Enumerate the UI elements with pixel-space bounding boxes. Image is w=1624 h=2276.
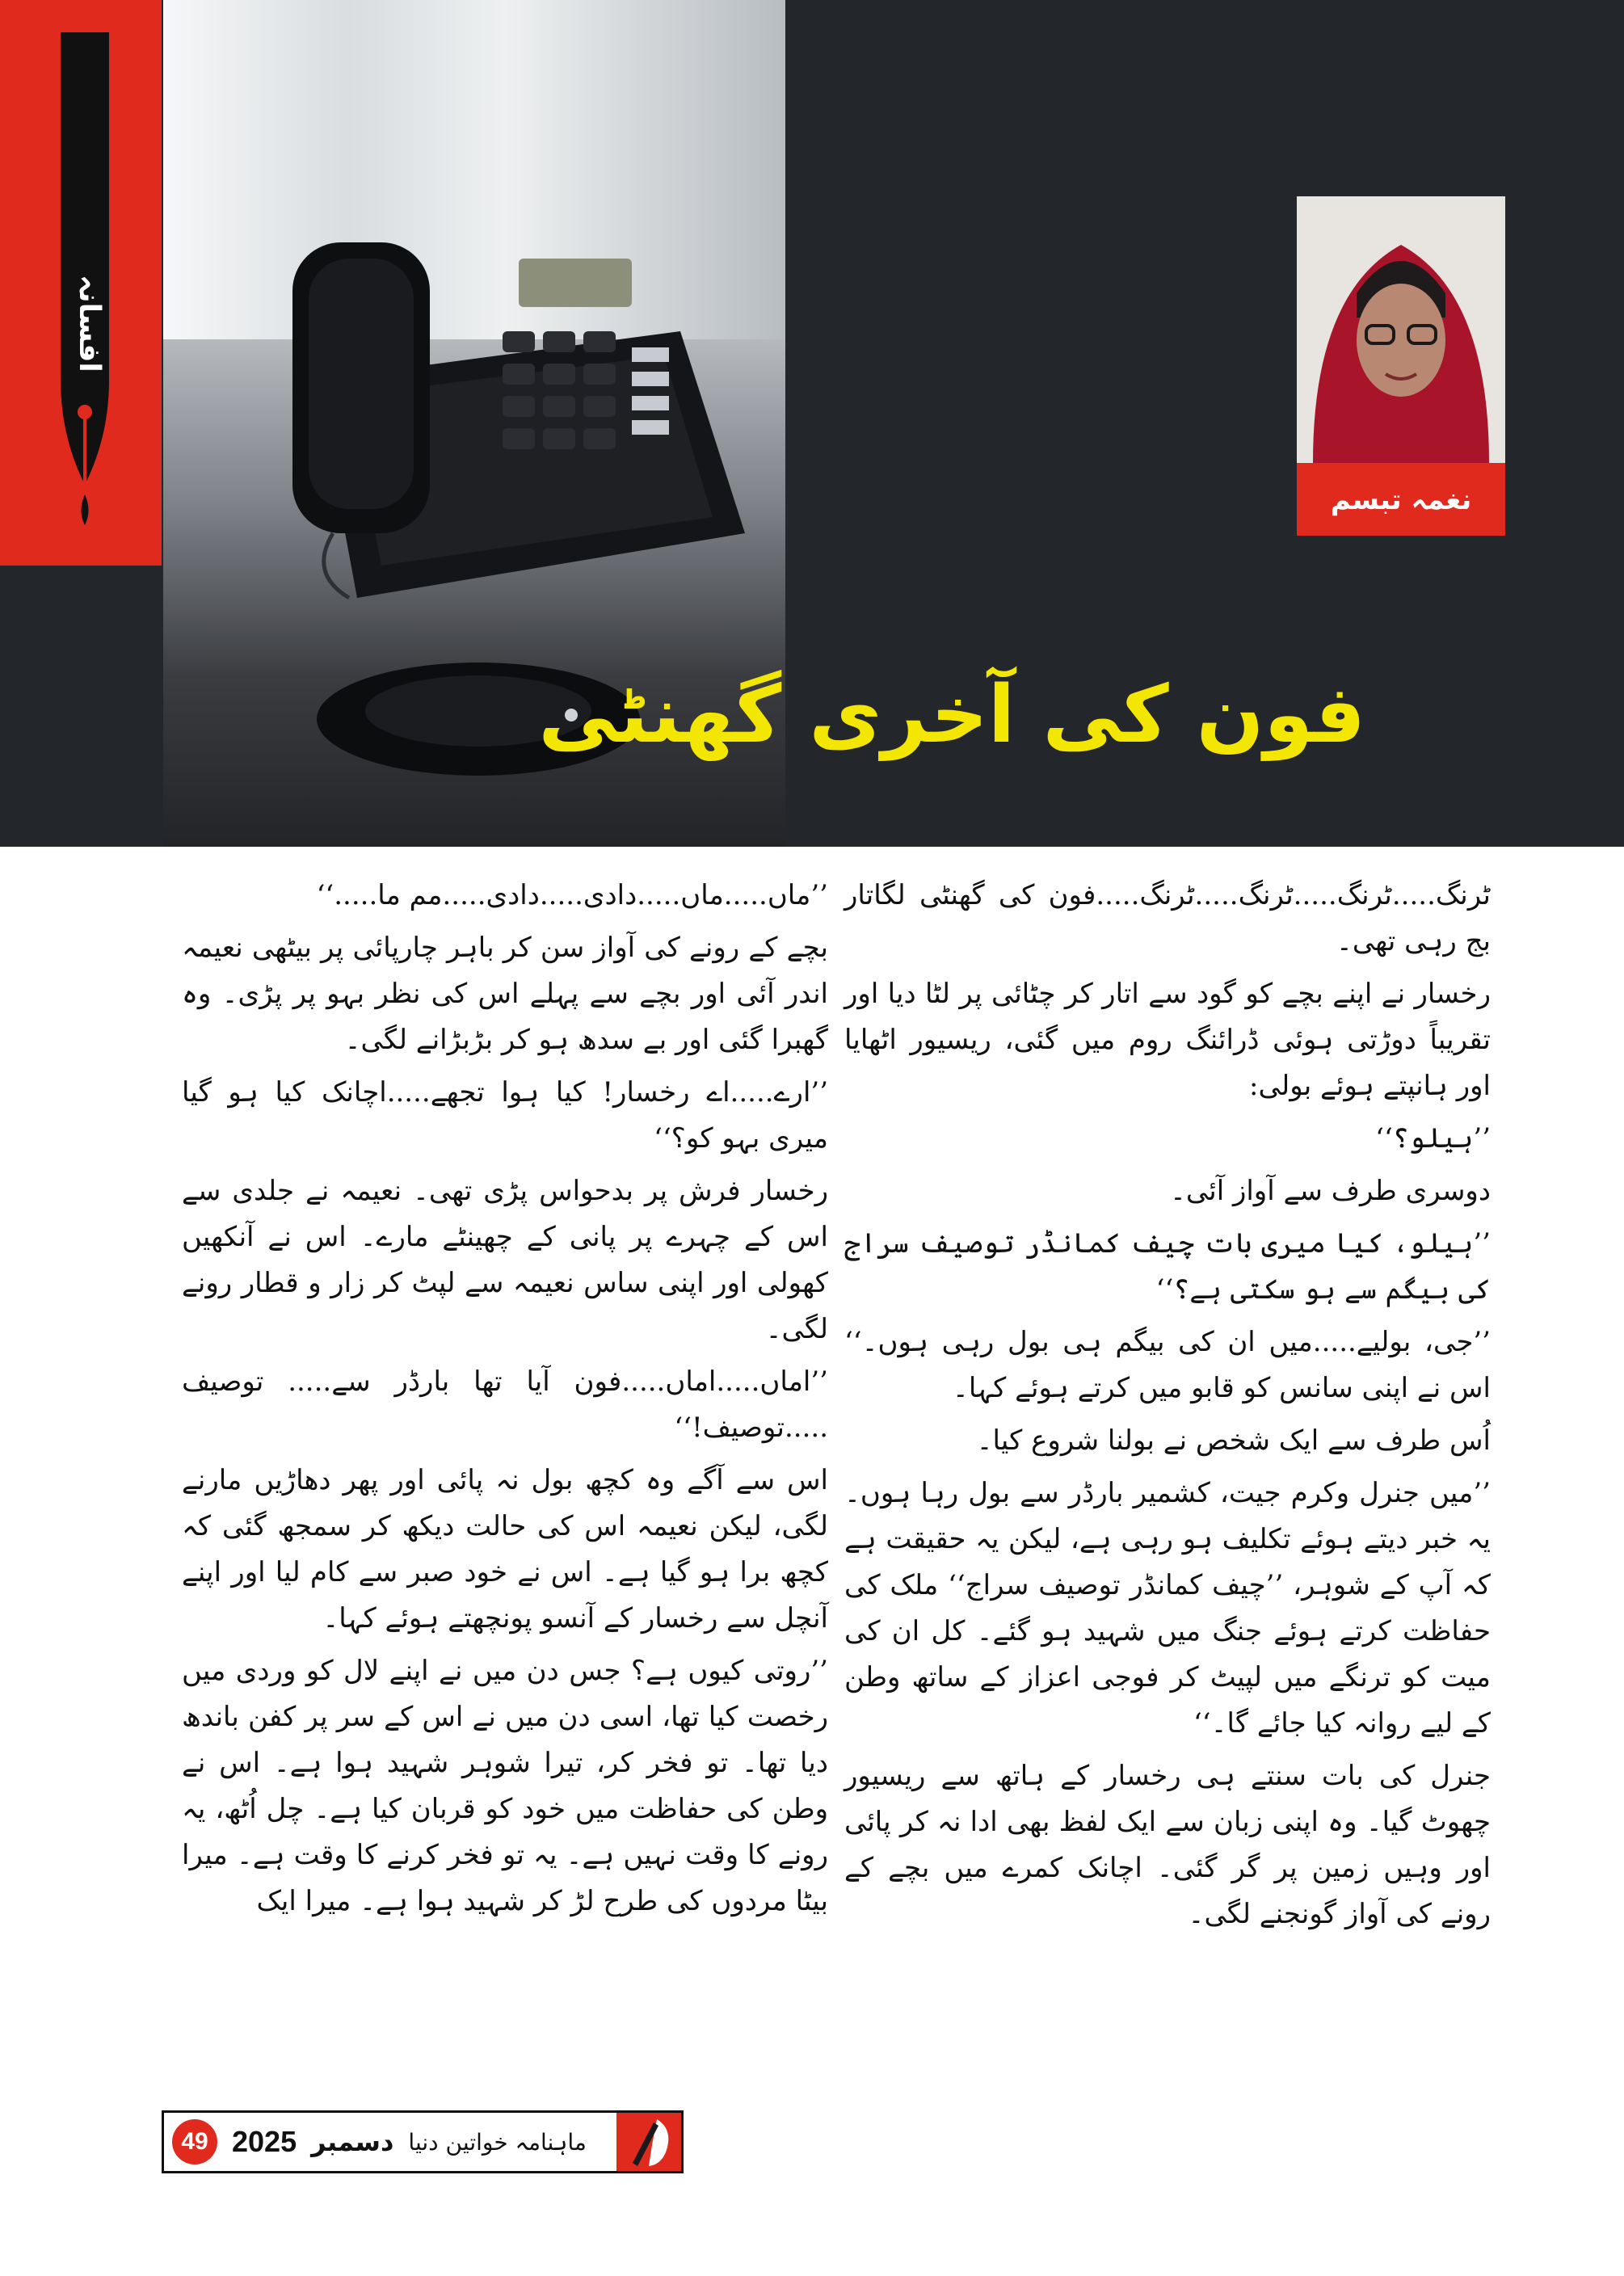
paragraph: رخسار فرش پر بدحواس پڑی تھی۔ نعیمہ نے جلدی سے اس کے چہرے پر پانی کے چھینٹے مارے۔ اس نے آنکھیں کھولی اور اپنی ساس نعیمہ سے لپٹ کر زار و قطار رونے لگی۔ bbox=[182, 1175, 828, 1345]
author-name: نغمہ تبسم bbox=[1297, 463, 1505, 536]
paragraph: ’’میں جنرل وکرم جیت، کشمیر بارڈر سے بول رہا ہوں۔ یہ خبر دیتے ہوئے تکلیف ہو رہی ہے، لیکن یہ حقیقت ہے کہ آپ کے شوہر، ’’چیف کمانڈر توصیف سراج‘‘ ملک کی حفاظت کرتے ہوئے جنگ میں شہید ہو گئے۔ کل ان کی میت کو ترنگے میں لپیٹ کر فوجی اعزاز کے ساتھ وطن کے لیے روانہ کیا جائے گا۔‘‘ bbox=[844, 1477, 1491, 1740]
paragraph: اُس طرف سے ایک شخص نے بولنا شروع کیا۔ bbox=[976, 1424, 1491, 1457]
paragraph: اس سے آگے وہ کچھ بول نہ پائی اور پھر دھاڑیں مارنے لگی، لیکن نعیمہ اس کی حالت دیکھ کر سمجھ گئی کہ کچھ برا ہو گیا ہے۔ اس نے خود صبر سے کام لیا اور اپنے آنچل سے رخسار کے آنسو پونچھتے ہوئے کہا۔ bbox=[182, 1464, 828, 1634]
page-footer bbox=[162, 2110, 684, 2173]
desk-phone-icon bbox=[260, 194, 761, 614]
paragraph: ’’ہیلو؟‘‘ bbox=[1375, 1122, 1491, 1155]
footer-year: 2025 bbox=[232, 2125, 297, 2158]
paragraph: دوسری طرف سے آواز آئی۔ bbox=[1169, 1175, 1491, 1207]
section-label: افسانہ bbox=[73, 274, 106, 372]
magazine-name: ماہنامہ خواتین دنیا bbox=[408, 2128, 587, 2156]
paragraph: ’’ہیلو، کیا میری بات چیف کمانڈر توصیف سراج کی بیگم سے ہو سکتی ہے؟‘‘ bbox=[844, 1227, 1491, 1306]
footer-bar bbox=[164, 2113, 616, 2171]
section-strip bbox=[0, 0, 162, 566]
article-column-left bbox=[182, 873, 828, 2109]
footer-month: دسمبر bbox=[311, 2127, 394, 2157]
pen-woman-logo-icon bbox=[616, 2113, 681, 2171]
author-card bbox=[1297, 196, 1505, 536]
magazine-logo bbox=[616, 2113, 681, 2171]
author-photo bbox=[1297, 196, 1505, 463]
paragraph: ٹرنگ.....ٹرنگ.....ٹرنگ.....ٹرنگ.....فون کی گھنٹی لگاتار بج رہی تھی۔ bbox=[844, 879, 1491, 957]
paragraph: ’’روتی کیوں ہے؟ جس دن میں نے اپنے لال کو وردی میں رخصت کیا تھا، اسی دن میں نے اس کے سر پر کفن باندھ دیا تھا۔ تو فخر کر، تیرا شوہر شہید ہوا ہے۔ اس نے وطن کی حفاظت میں خود کو قربان کیا ہے۔ چل اُٹھ، یہ رونے کا وقت نہیں ہے۔ یہ تو فخر کرنے کا وقت ہے۔ میرا بیٹا مردوں کی طرح لڑ کر شہید ہوا ہے۔ میرا ایک bbox=[182, 1655, 828, 1917]
paragraph: ’’ماں.....ماں.....دادی.....دادی.....مم ما.....‘‘ bbox=[316, 879, 828, 911]
author-portrait-icon bbox=[1297, 196, 1505, 463]
paragraph: ’’جی، بولیے.....میں ان کی بیگم ہی بول رہی ہوں۔‘‘ اس نے اپنی سانس کو قابو میں کرتے ہوئے کہا۔ bbox=[844, 1326, 1491, 1404]
paragraph: بچے کے رونے کی آواز سن کر باہر چارپائی پر بیٹھی نعیمہ اندر آئی اور بچے سے پہلے اس کی نظر بہو پر پڑی۔ وہ گھبرا گئی اور بے سدھ ہو کر بڑبڑانے لگی۔ bbox=[182, 932, 828, 1056]
paragraph: جنرل کی بات سنتے ہی رخسار کے ہاتھ سے ریسیور چھوٹ گیا۔ وہ اپنی زبان سے ایک لفظ بھی ادا نہ کر پائی اور وہیں زمین پر گر گئی۔ اچانک کمرے میں بچے کے رونے کی آواز گونجنے لگی۔ bbox=[844, 1760, 1491, 1930]
page-number: 49 bbox=[172, 2119, 217, 2165]
paragraph: رخسار نے اپنے بچے کو گود سے اتار کر چٹائی پر لٹا دیا اور تقریباً دوڑتی ہوئی ڈرائنگ روم میں گئی، ریسیور اٹھایا اور ہانپتے ہوئے بولی: bbox=[844, 978, 1491, 1102]
header-band bbox=[0, 0, 1624, 847]
paragraph: ’’ارے.....اے رخسار! کیا ہوا تجھے.....اچانک کیا ہو گیا میری بہو کو؟‘‘ bbox=[182, 1076, 828, 1155]
article-column-right bbox=[844, 873, 1491, 2109]
paragraph: ’’اماں.....اماں.....فون آیا تھا بارڈر سے..... توصیف .....توصیف!‘‘ bbox=[182, 1365, 828, 1444]
story-title: فون کی آخری گھنٹی bbox=[538, 669, 1365, 761]
